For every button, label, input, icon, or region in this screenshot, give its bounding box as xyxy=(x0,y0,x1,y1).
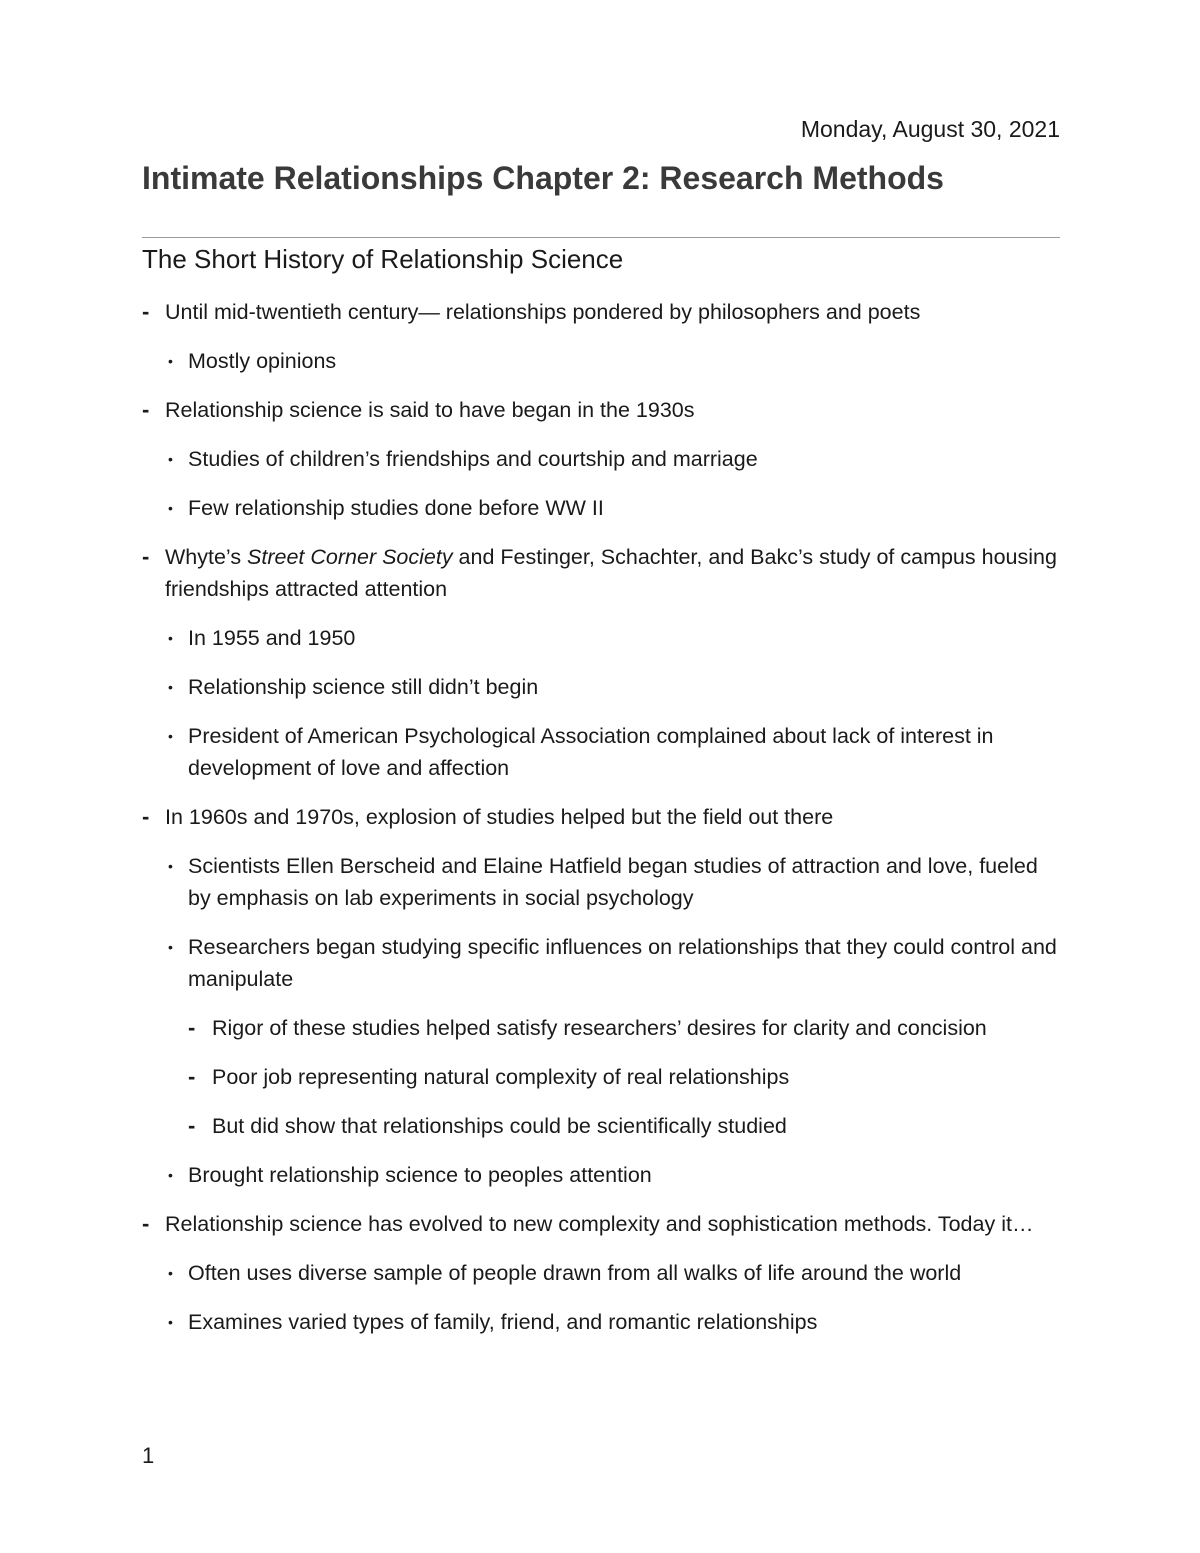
title-divider xyxy=(142,237,1060,238)
bullet-marker: • xyxy=(168,858,173,874)
outline-item-text: Until mid-twentieth century— relationships pondered by philosophers and poets xyxy=(165,300,921,324)
outline-item-text xyxy=(165,545,1057,601)
bullet-marker: • xyxy=(168,1314,173,1330)
outline-item-level-1 xyxy=(142,296,1062,328)
dash-marker: - xyxy=(142,299,150,324)
outline-item-text: Scientists Ellen Berscheid and Elaine Hatfield began studies of attraction and love, fueled by emphasis on lab experiments in social psychology xyxy=(188,854,1038,910)
outline-item-text: Examines varied types of family, friend, and romantic relationships xyxy=(188,1310,818,1334)
outline-item-text: President of American Psychological Association complained about lack of interest in development of love and affection xyxy=(188,724,994,780)
outline-item-text: Relationship science has evolved to new complexity and sophistication methods. Today it… xyxy=(165,1212,1034,1236)
outline-item-level-2 xyxy=(142,931,1062,995)
outline-item-level-2 xyxy=(142,1257,1062,1289)
bullet-marker: • xyxy=(168,451,173,467)
bullet-marker: • xyxy=(168,728,173,744)
outline-item-text: Few relationship studies done before WW II xyxy=(188,496,604,520)
dash-marker: - xyxy=(142,1211,150,1236)
bullet-marker: • xyxy=(168,353,173,369)
outline-item-text: In 1955 and 1950 xyxy=(188,626,356,650)
outline-text-segment: Whyte’s xyxy=(165,545,248,569)
outline-item-text: Poor job representing natural complexity of real relationships xyxy=(212,1065,790,1089)
dash-marker: - xyxy=(142,804,150,829)
outline-item-text: Mostly opinions xyxy=(188,349,337,373)
outline-item-text: Often uses diverse sample of people drawn from all walks of life around the world xyxy=(188,1261,962,1285)
outline-item-level-2 xyxy=(142,443,1062,475)
outline-item-text: Relationship science is said to have began in the 1930s xyxy=(165,398,695,422)
outline-item-level-3 xyxy=(142,1012,1062,1044)
outline-item-level-2 xyxy=(142,671,1062,703)
dash-marker: - xyxy=(188,1113,196,1138)
dash-marker: - xyxy=(188,1064,196,1089)
outline-item-text: Rigor of these studies helped satisfy researchers’ desires for clarity and concision xyxy=(212,1016,987,1040)
bullet-marker: • xyxy=(168,1265,173,1281)
outline-item-text: Brought relationship science to peoples attention xyxy=(188,1163,652,1187)
outline-item-level-2 xyxy=(142,1306,1062,1338)
outline-item-level-2 xyxy=(142,345,1062,377)
outline-item-level-3 xyxy=(142,1110,1062,1142)
outline-item-level-2 xyxy=(142,720,1062,784)
bullet-marker: • xyxy=(168,630,173,646)
notes-outline xyxy=(142,296,1062,1355)
bullet-marker: • xyxy=(168,500,173,516)
page-number: 1 xyxy=(142,1443,155,1468)
outline-item-level-3 xyxy=(142,1061,1062,1093)
outline-item-text: In 1960s and 1970s, explosion of studies helped but the field out there xyxy=(165,805,834,829)
outline-item-level-2 xyxy=(142,492,1062,524)
bullet-marker: • xyxy=(168,939,173,955)
outline-item-level-2 xyxy=(142,1159,1062,1191)
bullet-marker: • xyxy=(168,1167,173,1183)
section-heading: The Short History of Relationship Science xyxy=(142,244,624,274)
outline-item-level-1 xyxy=(142,1208,1062,1240)
outline-item-level-1 xyxy=(142,394,1062,426)
book-title: Street Corner Society xyxy=(247,545,453,569)
outline-item-level-2 xyxy=(142,850,1062,914)
outline-item-text: Relationship science still didn’t begin xyxy=(188,675,539,699)
outline-item-text: Studies of children’s friendships and courtship and marriage xyxy=(188,447,758,471)
outline-item-text: Researchers began studying specific influences on relationships that they could control and manipulate xyxy=(188,935,1057,991)
outline-item-level-2 xyxy=(142,622,1062,654)
dash-marker: - xyxy=(188,1015,196,1040)
outline-item-text: But did show that relationships could be scientifically studied xyxy=(212,1114,787,1138)
document-title: Intimate Relationships Chapter 2: Research Methods xyxy=(142,160,944,196)
dash-marker: - xyxy=(142,544,150,569)
outline-item-level-1 xyxy=(142,801,1062,833)
outline-text-segment: and Festinger, Schachter, and Bakc’s study of campus housing friendships attracted attention xyxy=(165,545,1057,601)
outline-item-level-1 xyxy=(142,541,1062,605)
document-date: Monday, August 30, 2021 xyxy=(800,116,1060,142)
bullet-marker: • xyxy=(168,679,173,695)
dash-marker: - xyxy=(142,397,150,422)
